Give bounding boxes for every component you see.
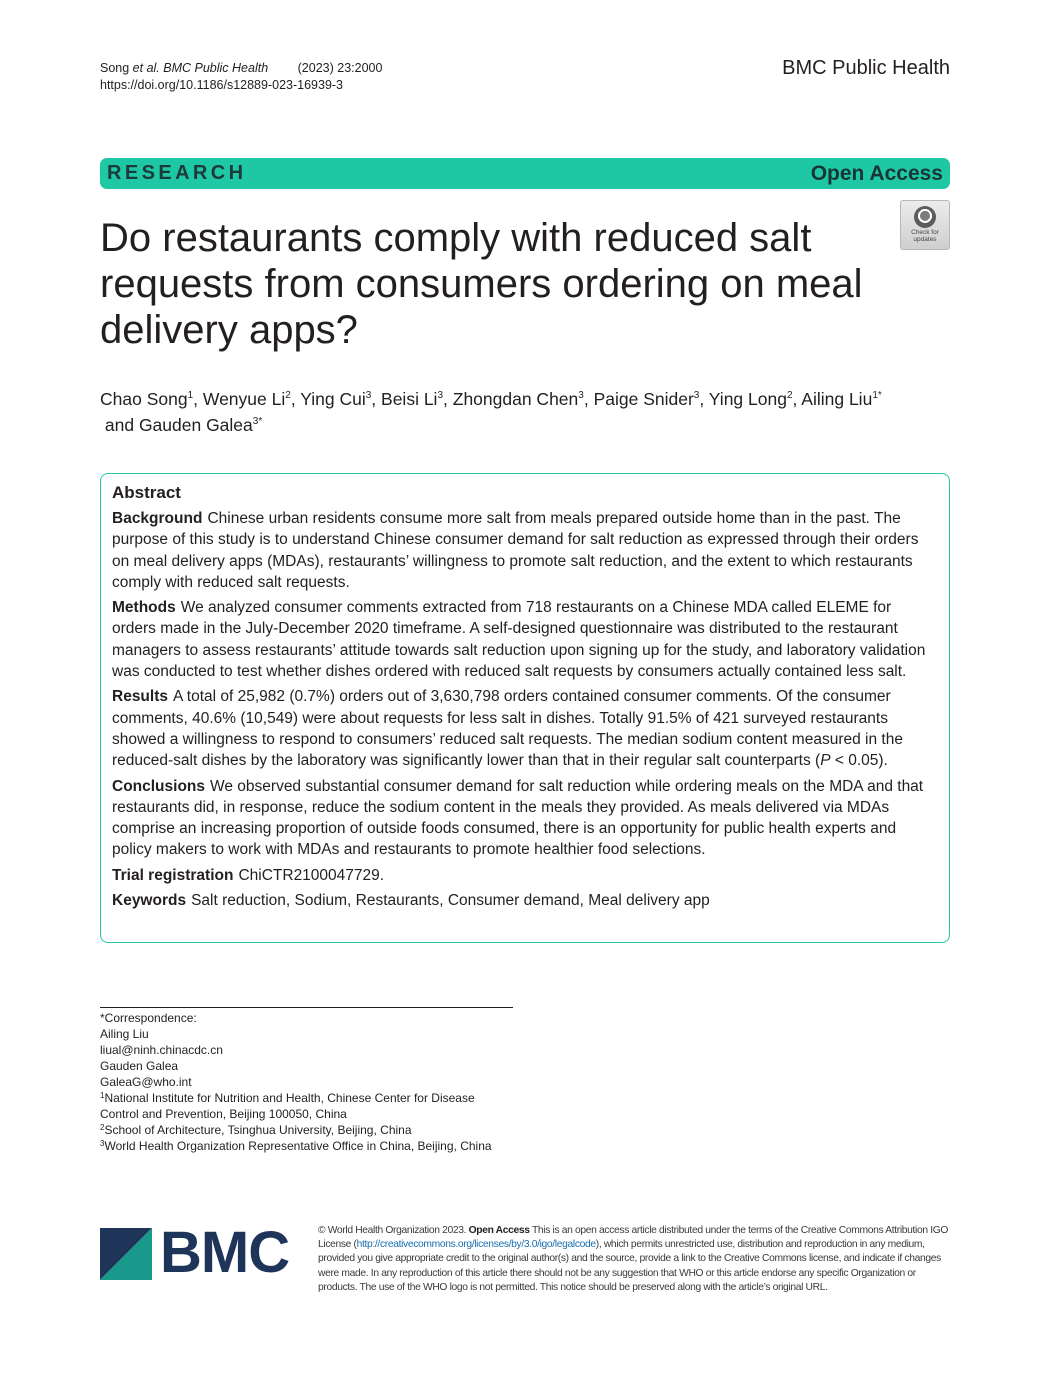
results-text: A total of 25,982 (0.7%) orders out of 3,630,798 orders contained consumer comments. Of the consumer comments, 40.6% (10,549) were about requests for less salt in dishes. Totally 91.5% of 421 surveyed restaurants showed a willingness to respond to consumers’ reduced salt requests. The median sodium content measured in the reduced-salt dishes by the laboratory was significantly lower than that in their regular salt counterparts ( [112,688,903,770]
affiliation-2-text: School of Architecture, Tsinghua University, Beijing, China [104,1123,412,1137]
author-name: Chao Song [100,389,188,409]
check-updates-icon [914,206,936,228]
check-updates-line2: updates [913,236,937,243]
author-affiliation-sup: 3 [437,390,444,401]
author [203,389,291,409]
author-name: Wenyue Li [202,389,286,409]
methods-label: Methods [112,599,176,617]
author [453,389,584,409]
keywords-label: Keywords [112,892,187,910]
email-link-2[interactable]: GaleaG@who.int [100,1075,192,1089]
background-text: Chinese urban residents consume more salt from meals prepared outside home than in the past. The purpose of this study is to understand Chinese consumer demand for salt reduction as expressed through their orders on meal delivery apps (MDAs), restaurants’ willingness to promote salt reduction, and the extent to which restaurants comply with reduced salt requests. [112,510,919,591]
author [381,389,443,409]
trial-label: Trial registration [112,866,234,884]
abstract-background [112,508,939,593]
author-affiliation-sup: 3 [693,390,700,401]
background-label: Background [112,510,203,527]
citation-author-name: Song [100,61,133,75]
license-text-b: ), which permits unrestricted use, distribution and reproduction in any medium, provided you give appropriate credit to the original author(s) and the source, provide a link to the Creative Commons license, and indicate if changes were made. In any reproduction of this article there should not be any suggestion that WHO or this article endorse any specific Organization or products. The use of the WHO logo is not permitted. This notice should be preserved along with the article’s original URL. [318,1239,941,1293]
author-name: Gauden Galea [138,415,253,435]
bmc-logo [100,1220,295,1285]
author-separator: , [193,389,203,409]
author-affiliation-sup: 1* [872,390,882,401]
trial-text: ChiCTR2100047729. [238,866,385,884]
affiliation-1-cont: Control and Prevention, Beijing 100050, China [100,1107,347,1121]
abstract-box [100,473,950,943]
affiliation-2 [100,1122,530,1138]
affiliation-3-sup: 3 [100,1139,105,1148]
article-type-label: RESEARCH [107,162,247,184]
affiliation-3-text: World Health Organization Representative Office in China, Beijing, China [104,1139,492,1153]
citation-journal: et al. BMC Public Health [132,61,269,75]
license-notice [318,1224,952,1295]
author-name: Zhongdan Chen [452,389,579,409]
author-name: Ying Long [708,389,787,409]
author-name: Ailing Liu [801,389,873,409]
author-list [100,386,900,438]
journal-name: BMC Public Health [782,57,950,79]
abstract-results [112,686,939,771]
email-link-1[interactable]: liual@ninh.chinacdc.cn [100,1043,223,1057]
correspondence-label: *Correspondence: [100,1011,197,1025]
author-affiliation-sup: 3* [252,416,263,427]
citation-volume: (2023) 23:2000 [297,61,383,75]
author-separator: , [443,389,453,409]
abstract-keywords [112,890,939,911]
conclusions-label: Conclusions [112,777,206,795]
check-for-updates-badge[interactable] [900,200,950,250]
footnote-rule [100,1007,513,1008]
corresponding-author-2: Gauden Galea [100,1059,179,1073]
author-separator: , [583,389,594,409]
author-affiliation-sup: 3 [578,390,584,401]
doi-link[interactable]: https://doi.org/10.1186/s12889-023-16939-3 [100,78,344,92]
author-affiliation-sup: 2 [285,390,291,401]
correspondence-block [100,1010,530,1154]
running-header [100,60,382,94]
author-affiliation-sup: 1 [187,390,194,401]
author-separator: , [371,389,382,409]
author [139,415,262,435]
affiliation-3 [100,1138,530,1154]
author [709,389,793,409]
affiliation-1 [100,1090,530,1106]
author-separator: , [290,389,301,409]
methods-text: We analyzed consumer comments extracted from 718 restaurants on a Chinese MDA called ELEME for orders made in the July-December 2020 timeframe. A self-designed questionnaire was distributed to the restaurant managers to assess restaurants’ attitude towards salt reduction upon signing up for the study, and laboratory validation was conducted to test whether dishes ordered with reduced salt requests by consumers actually contained less salt. [112,599,926,681]
abstract-trial-registration [112,865,939,886]
bmc-logo-text: BMC [160,1220,290,1285]
bmc-logo-mark-icon [100,1228,152,1280]
author-separator: , [699,389,709,409]
keywords-text: Salt reduction, Sodium, Restaurants, Consumer demand, Meal delivery app [191,892,710,910]
author-name: Paige Snider [593,389,694,409]
affiliation-1-text: National Institute for Nutrition and Health, Chinese Center for Disease [104,1091,475,1105]
author [300,389,371,409]
author-name: Beisi Li [381,389,438,409]
author [801,389,881,409]
license-copyright: © World Health Organization 2023. [318,1225,467,1236]
corresponding-author-1: Ailing Liu [100,1027,149,1041]
affiliation-2-sup: 2 [100,1123,105,1132]
author-separator: , [792,389,802,409]
abstract-heading: Abstract [112,483,181,502]
author-affiliation-sup: 2 [786,390,793,401]
results-p-symbol: P [820,752,831,770]
author [594,389,700,409]
license-url-link[interactable]: http://creativecommons.org/licenses/by/3.0/igo/legalcode [356,1239,596,1251]
abstract-methods [112,597,939,682]
article-title: Do restaurants comply with reduced salt requests from consumers ordering on meal delivery apps? [100,216,863,352]
check-updates-line1: Check for [911,229,939,236]
citation-authors [100,61,268,75]
conclusions-text: We observed substantial consumer demand for salt reduction while ordering meals on the MDA and that restaurants did, in response, reduce the sodium content in the meals they provided. As meals delivered via MDAs comprise an increasing proportion of outside foods consumed, there is an opportunity for public health experts and policy makers to work with MDAs and restaurants to promote healthier food selections. [112,777,924,859]
open-access-label: Open Access [810,161,943,185]
citation-line [100,60,382,77]
author-name: Ying Cui [300,389,366,409]
results-label: Results [112,688,168,706]
abstract-conclusions [112,776,939,861]
license-open-access: Open Access [468,1225,530,1236]
license-text-a: This is an open access article distributed under the terms of the Creative Commons Attribution IGO License ( [318,1225,949,1251]
author-affiliation-sup: 3 [365,390,372,401]
article-type-banner [100,158,950,189]
affiliation-1-sup: 1 [100,1091,105,1100]
author-separator: and [100,415,139,435]
author [100,389,193,409]
results-text-end: < 0.05). [830,752,888,770]
check-updates-text [901,229,949,243]
